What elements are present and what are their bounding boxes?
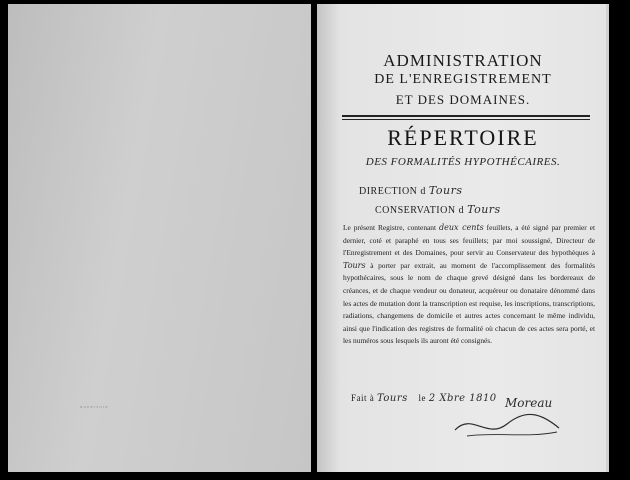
- para-handwritten-place: Tours: [343, 260, 366, 270]
- conservation-label: CONSERVATION d: [375, 205, 465, 216]
- para-part-1: Le présent Registre, contenant: [343, 223, 439, 232]
- direction-label: DIRECTION d: [359, 186, 426, 197]
- direction-handwritten: Tours: [428, 184, 463, 197]
- para-part-2: feuillets, a été signé par premier et dernier, coté et paraphé en tous ses feuillets; par moi soussigné, Directeur de l'Enregistrement et des Domaines, pour servir au Conservateur des hypothèques à: [343, 223, 596, 258]
- heading-domaines: ET DES DOMAINES.: [395, 92, 531, 107]
- date-handwritten: 2 Xbre 1810: [428, 393, 497, 404]
- conservation-handwritten: Tours: [467, 203, 501, 216]
- heading-rule-thin: [342, 119, 590, 120]
- direction-line: [359, 184, 462, 197]
- signature: Moreau: [505, 396, 553, 410]
- faint-stamp-text: ᵒᵘᵛᵉʳᵗᵘʳᵉ: [80, 405, 109, 412]
- title-repertoire: RÉPERTOIRE: [387, 125, 539, 150]
- right-page: [317, 4, 609, 472]
- subtitle-formalites: DES FORMALITÉS HYPOTHÉCAIRES.: [365, 156, 561, 168]
- fait-label: Fait à: [351, 393, 375, 403]
- heading-rule-thick: [342, 115, 590, 117]
- conservation-line: [375, 203, 501, 216]
- fait-place-handwritten: Tours: [377, 393, 408, 404]
- heading-administration: ADMINISTRATION: [383, 51, 543, 70]
- registry-paragraph: [343, 222, 595, 348]
- para-part-3: à porter par extrait, au moment de l'accomplissement des formalités hypothécaires, sous le nom de chaque grevé désigné dans les bordereaux de créances, et de chaque vendeur ou donateur, acquéreur ou donataire dénommé dans les actes de mutation dont la transcription est requise, les inscriptions, transcriptions, radiations, changemens de domicile et autres actes concernant le même individu, ainsi que l'indication des registres de formalité où chacun de ces actes sera porté, et les numéros sous lesquels ils auront été consignés.: [343, 260, 595, 346]
- le-label: le: [418, 393, 427, 403]
- para-handwritten-count: deux cents: [438, 223, 484, 232]
- heading-enregistrement: DE L'ENREGISTREMENT: [374, 72, 552, 87]
- left-page: [8, 4, 311, 472]
